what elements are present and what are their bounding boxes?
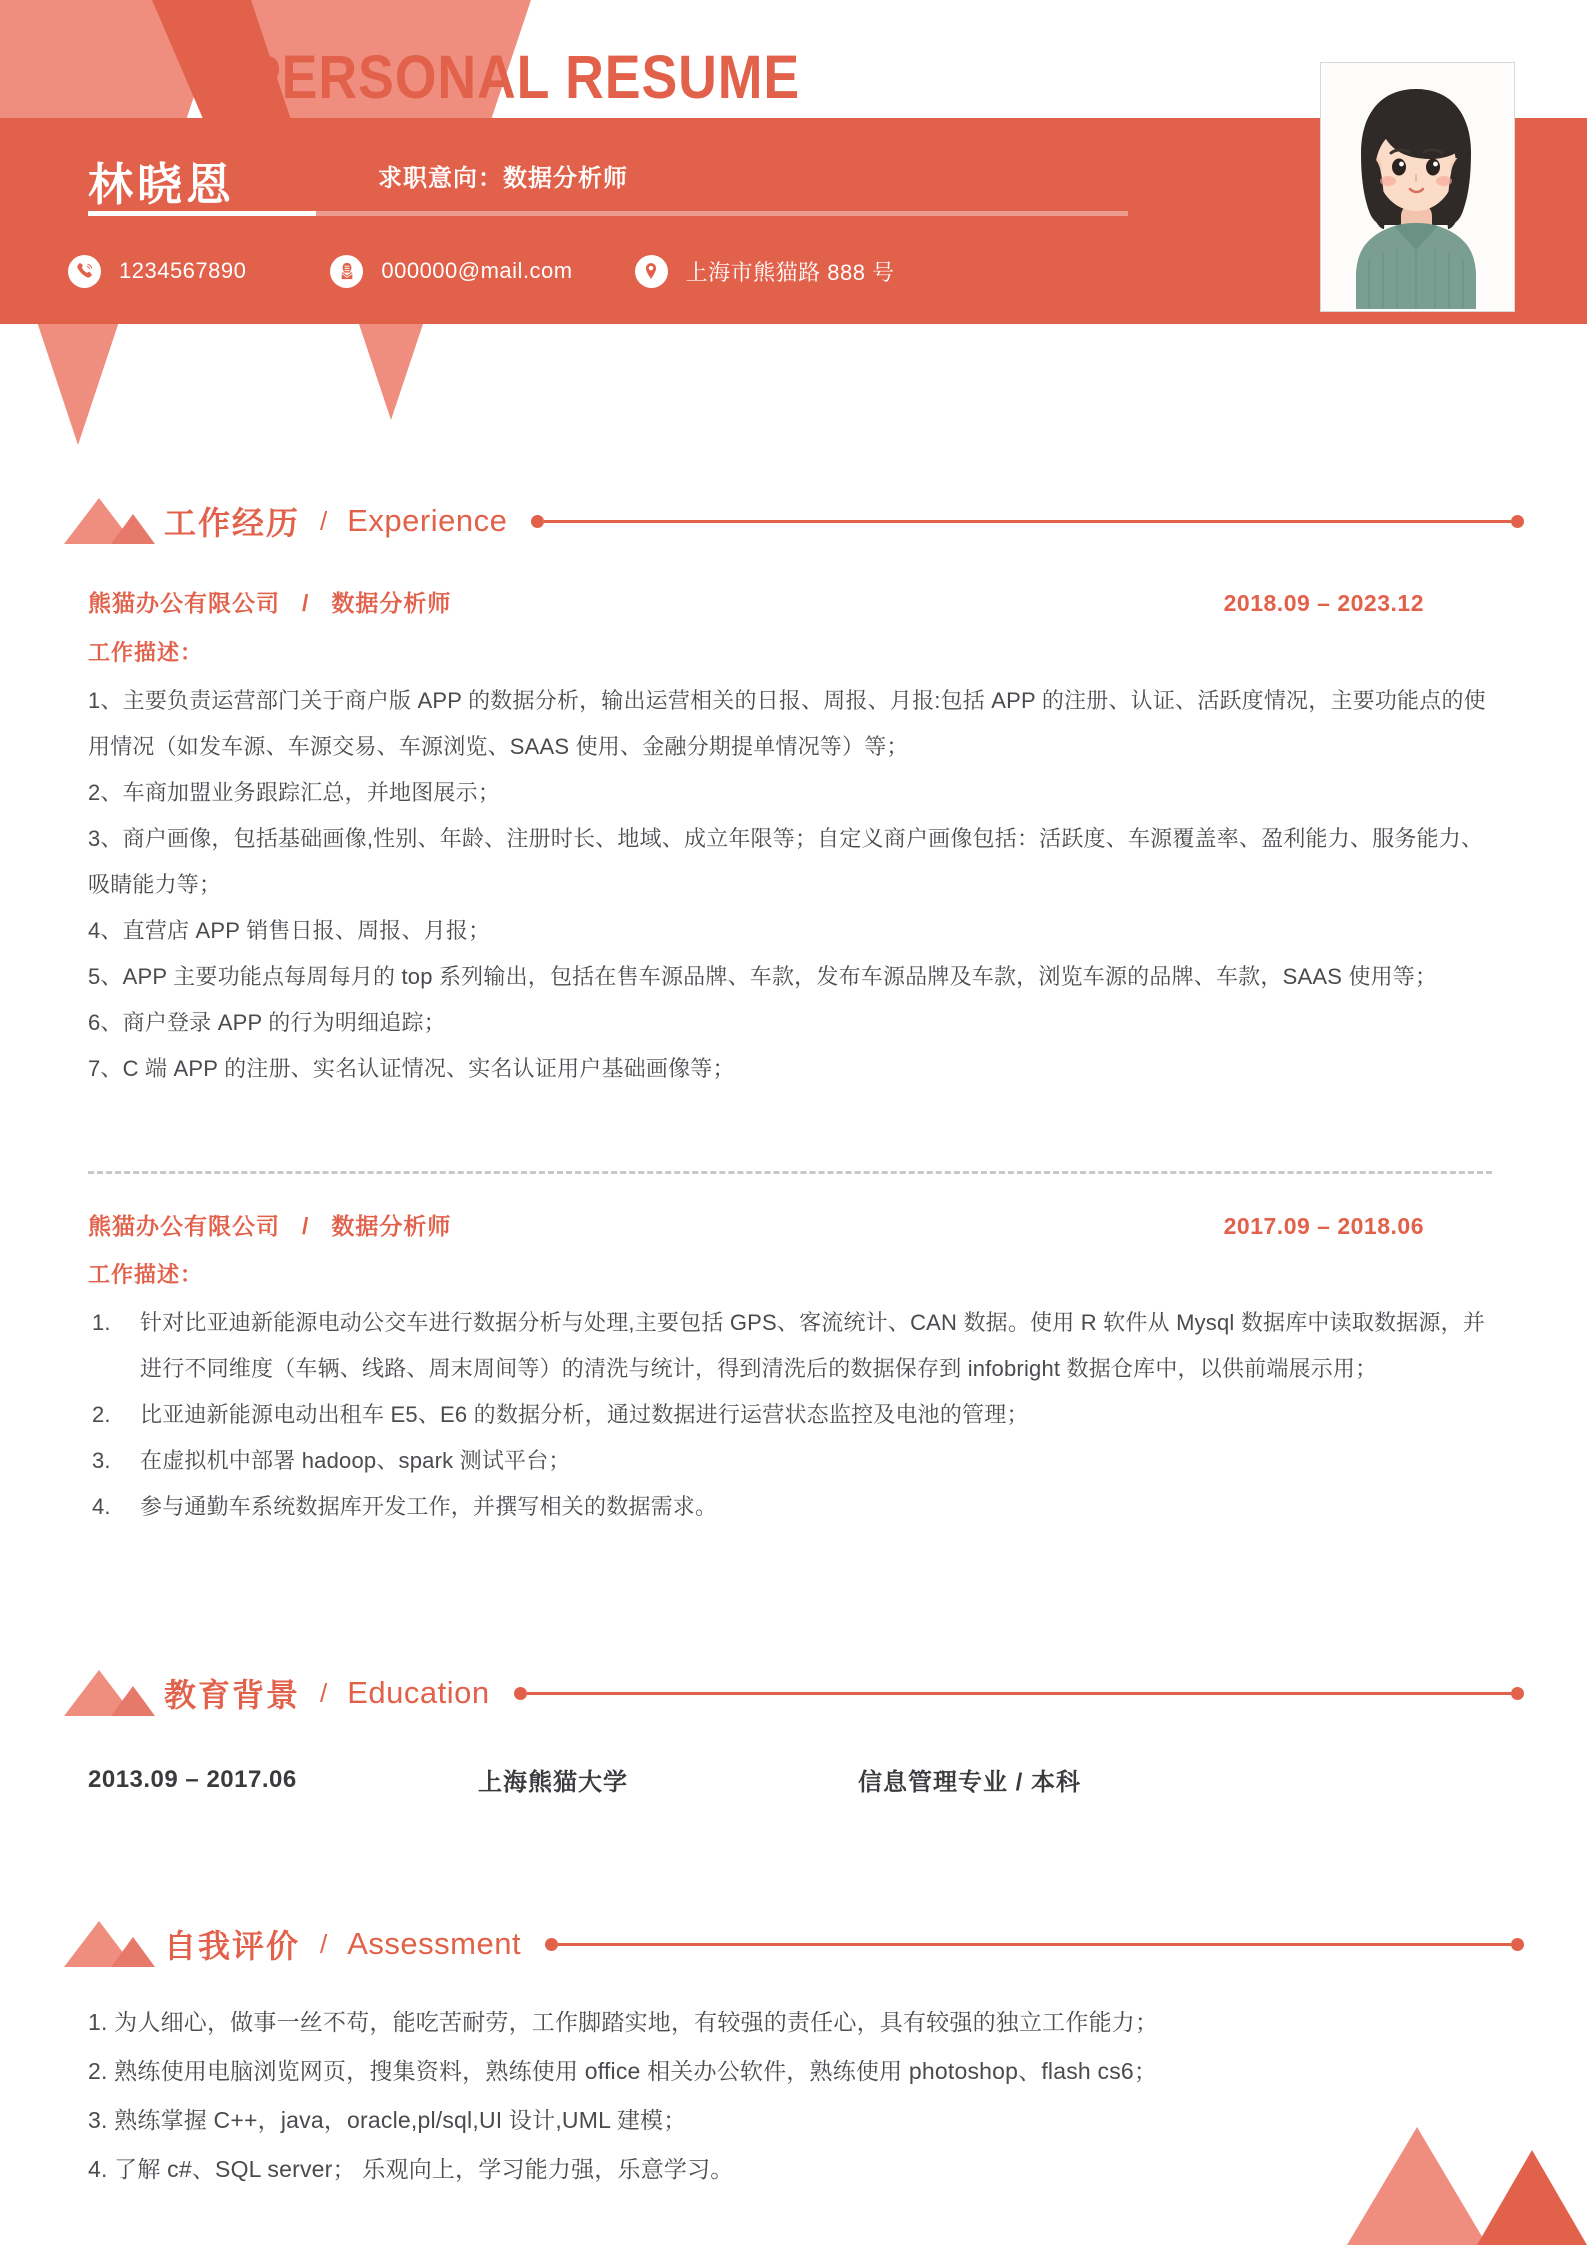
section-title-cn: 工作经历 bbox=[164, 505, 301, 541]
assessment-list bbox=[88, 1998, 1508, 2194]
job-desc-label-2: 工作描述： bbox=[88, 1262, 204, 1287]
list-item-number: 3. bbox=[92, 1448, 111, 1473]
job-desc-item: 1、主要负责运营部门关于商户版 APP 的数据分析，输出运营相关的日报、周报、月报:包括 APP 的注册、认证、活跃度情况，主要功能点的使用情况（如发车源、车源交易、车源浏览、SAAS 使用、金融分期提单情况等）等； bbox=[88, 688, 1486, 759]
job-date-1: 2018.09 – 2023.12 bbox=[1223, 590, 1424, 616]
contact-location bbox=[635, 255, 895, 288]
contact-location-value: 上海市熊猫路 888 号 bbox=[685, 259, 895, 285]
section-title-cn: 教育背景 bbox=[164, 1677, 301, 1713]
job-company-1: 熊猫办公有限公司 bbox=[88, 590, 280, 616]
job-desc-item: 6、商户登录 APP 的行为明细追踪； bbox=[88, 1010, 446, 1035]
job-company-2: 熊猫办公有限公司 bbox=[88, 1213, 280, 1239]
section-rule bbox=[514, 1686, 1524, 1700]
job-company-role-2 bbox=[88, 1208, 451, 1241]
job-desc-item: 4、直营店 APP 销售日报、周报、月报； bbox=[88, 918, 491, 943]
section-header-experience bbox=[64, 492, 1524, 550]
list-item bbox=[88, 1438, 1488, 1484]
job-objective: 求职意向：数据分析师 bbox=[378, 165, 628, 192]
section-rule bbox=[531, 514, 1524, 528]
job-header-2 bbox=[88, 1208, 1424, 1241]
page-title: PERSONAL RESUME bbox=[245, 43, 801, 111]
list-item-text: 比亚迪新能源电动出租车 E5、E6 的数据分析，通过数据进行运营状态监控及电池的管理； bbox=[140, 1402, 1029, 1427]
list-item bbox=[88, 1300, 1488, 1392]
candidate-name: 林晓恩 bbox=[88, 159, 236, 210]
section-title-en: Education bbox=[347, 1675, 490, 1710]
mountain-icon bbox=[64, 1921, 150, 1967]
job-description-list-1 bbox=[88, 678, 1488, 1092]
mountain-icon bbox=[64, 1670, 150, 1716]
job-role-1: 数据分析师 bbox=[331, 590, 452, 616]
education-school: 上海熊猫大学 bbox=[478, 1769, 628, 1796]
mountain-icon bbox=[64, 498, 150, 544]
assessment-item: 2. 熟练使用电脑浏览网页，搜集资料，熟练使用 office 相关办公软件，熟练使用 photoshop、flash cs6； bbox=[88, 2058, 1158, 2084]
list-item-text: 针对比亚迪新能源电动公交车进行数据分析与处理,主要包括 GPS、客流统计、CAN 数据。使用 R 软件从 Mysql 数据库中读取数据源，并进行不同维度（车辆、线路、周末周间等）的清洗与统计，得到清洗后的数据保存到 infobright 数据仓库中，以供前端展示用； bbox=[140, 1310, 1486, 1381]
contact-phone-value: 1234567890 bbox=[119, 258, 247, 283]
job-company-role-1 bbox=[88, 585, 451, 618]
list-item-text: 在虚拟机中部署 hadoop、spark 测试平台； bbox=[140, 1448, 571, 1473]
contact-email-value: 000000@mail.com bbox=[381, 258, 573, 283]
list-item-number: 2. bbox=[92, 1402, 111, 1427]
assessment-item: 1. 为人细心，做事一丝不苟，能吃苦耐劳，工作脚踏实地，有较强的责任心，具有较强的独立工作能力； bbox=[88, 2009, 1159, 2035]
job-desc-item: 3、商户画像，包括基础画像,性别、年龄、注册时长、地域、成立年限等；自定义商户画像包括：活跃度、车源覆盖率、盈利能力、服务能力、吸睛能力等； bbox=[88, 826, 1484, 897]
section-title-en: Assessment bbox=[347, 1926, 522, 1961]
section-rule bbox=[545, 1937, 1524, 1951]
job-desc-item: 5、APP 主要功能点每周每月的 top 系列输出，包括在售车源品牌、车款，发布车源品牌及车款，浏览车源的品牌、车款，SAAS 使用等； bbox=[88, 964, 1438, 989]
list-item bbox=[88, 1392, 1488, 1438]
contact-email bbox=[330, 255, 572, 288]
contact-row bbox=[68, 248, 895, 294]
section-slash: / bbox=[320, 1677, 328, 1708]
list-item bbox=[88, 1484, 1488, 1530]
job-desc-label-1: 工作描述： bbox=[88, 640, 204, 665]
section-title-cn: 自我评价 bbox=[164, 1928, 301, 1964]
list-item-number: 4. bbox=[92, 1494, 111, 1519]
contact-phone bbox=[68, 255, 246, 288]
phone-icon bbox=[68, 255, 101, 288]
job-description-list-2 bbox=[88, 1300, 1488, 1530]
education-entry bbox=[88, 1762, 1428, 1797]
header-divider-accent bbox=[88, 211, 316, 216]
job-header-1 bbox=[88, 585, 1424, 618]
job-separator bbox=[88, 1171, 1492, 1174]
job-date-2: 2017.09 – 2018.06 bbox=[1223, 1213, 1424, 1239]
job-slash-1: / bbox=[302, 590, 310, 616]
section-header-assessment bbox=[64, 1915, 1524, 1973]
section-title-en: Experience bbox=[347, 503, 508, 538]
list-item-text: 参与通勤车系统数据库开发工作，并撰写相关的数据需求。 bbox=[140, 1494, 718, 1519]
section-slash: / bbox=[320, 505, 328, 536]
job-desc-item: 7、C 端 APP 的注册、实名认证情况、实名认证用户基础画像等； bbox=[88, 1056, 735, 1081]
education-major: 信息管理专业 / 本科 bbox=[858, 1769, 1082, 1796]
job-slash-2: / bbox=[302, 1213, 310, 1239]
list-item-number: 1. bbox=[92, 1310, 111, 1335]
education-date: 2013.09 – 2017.06 bbox=[88, 1765, 297, 1793]
assessment-item: 4. 了解 c#、SQL server； 乐观向上，学习能力强，乐意学习。 bbox=[88, 2156, 734, 2182]
email-icon bbox=[330, 255, 363, 288]
job-desc-item: 2、车商加盟业务跟踪汇总，并地图展示； bbox=[88, 780, 501, 805]
assessment-item: 3. 熟练掌握 C++，java，oracle,pl/sql,UI 设计,UML 建模； bbox=[88, 2107, 687, 2133]
location-icon bbox=[635, 255, 668, 288]
avatar bbox=[1320, 62, 1515, 312]
job-role-2: 数据分析师 bbox=[331, 1213, 452, 1239]
section-slash: / bbox=[320, 1928, 328, 1959]
section-header-education bbox=[64, 1664, 1524, 1722]
